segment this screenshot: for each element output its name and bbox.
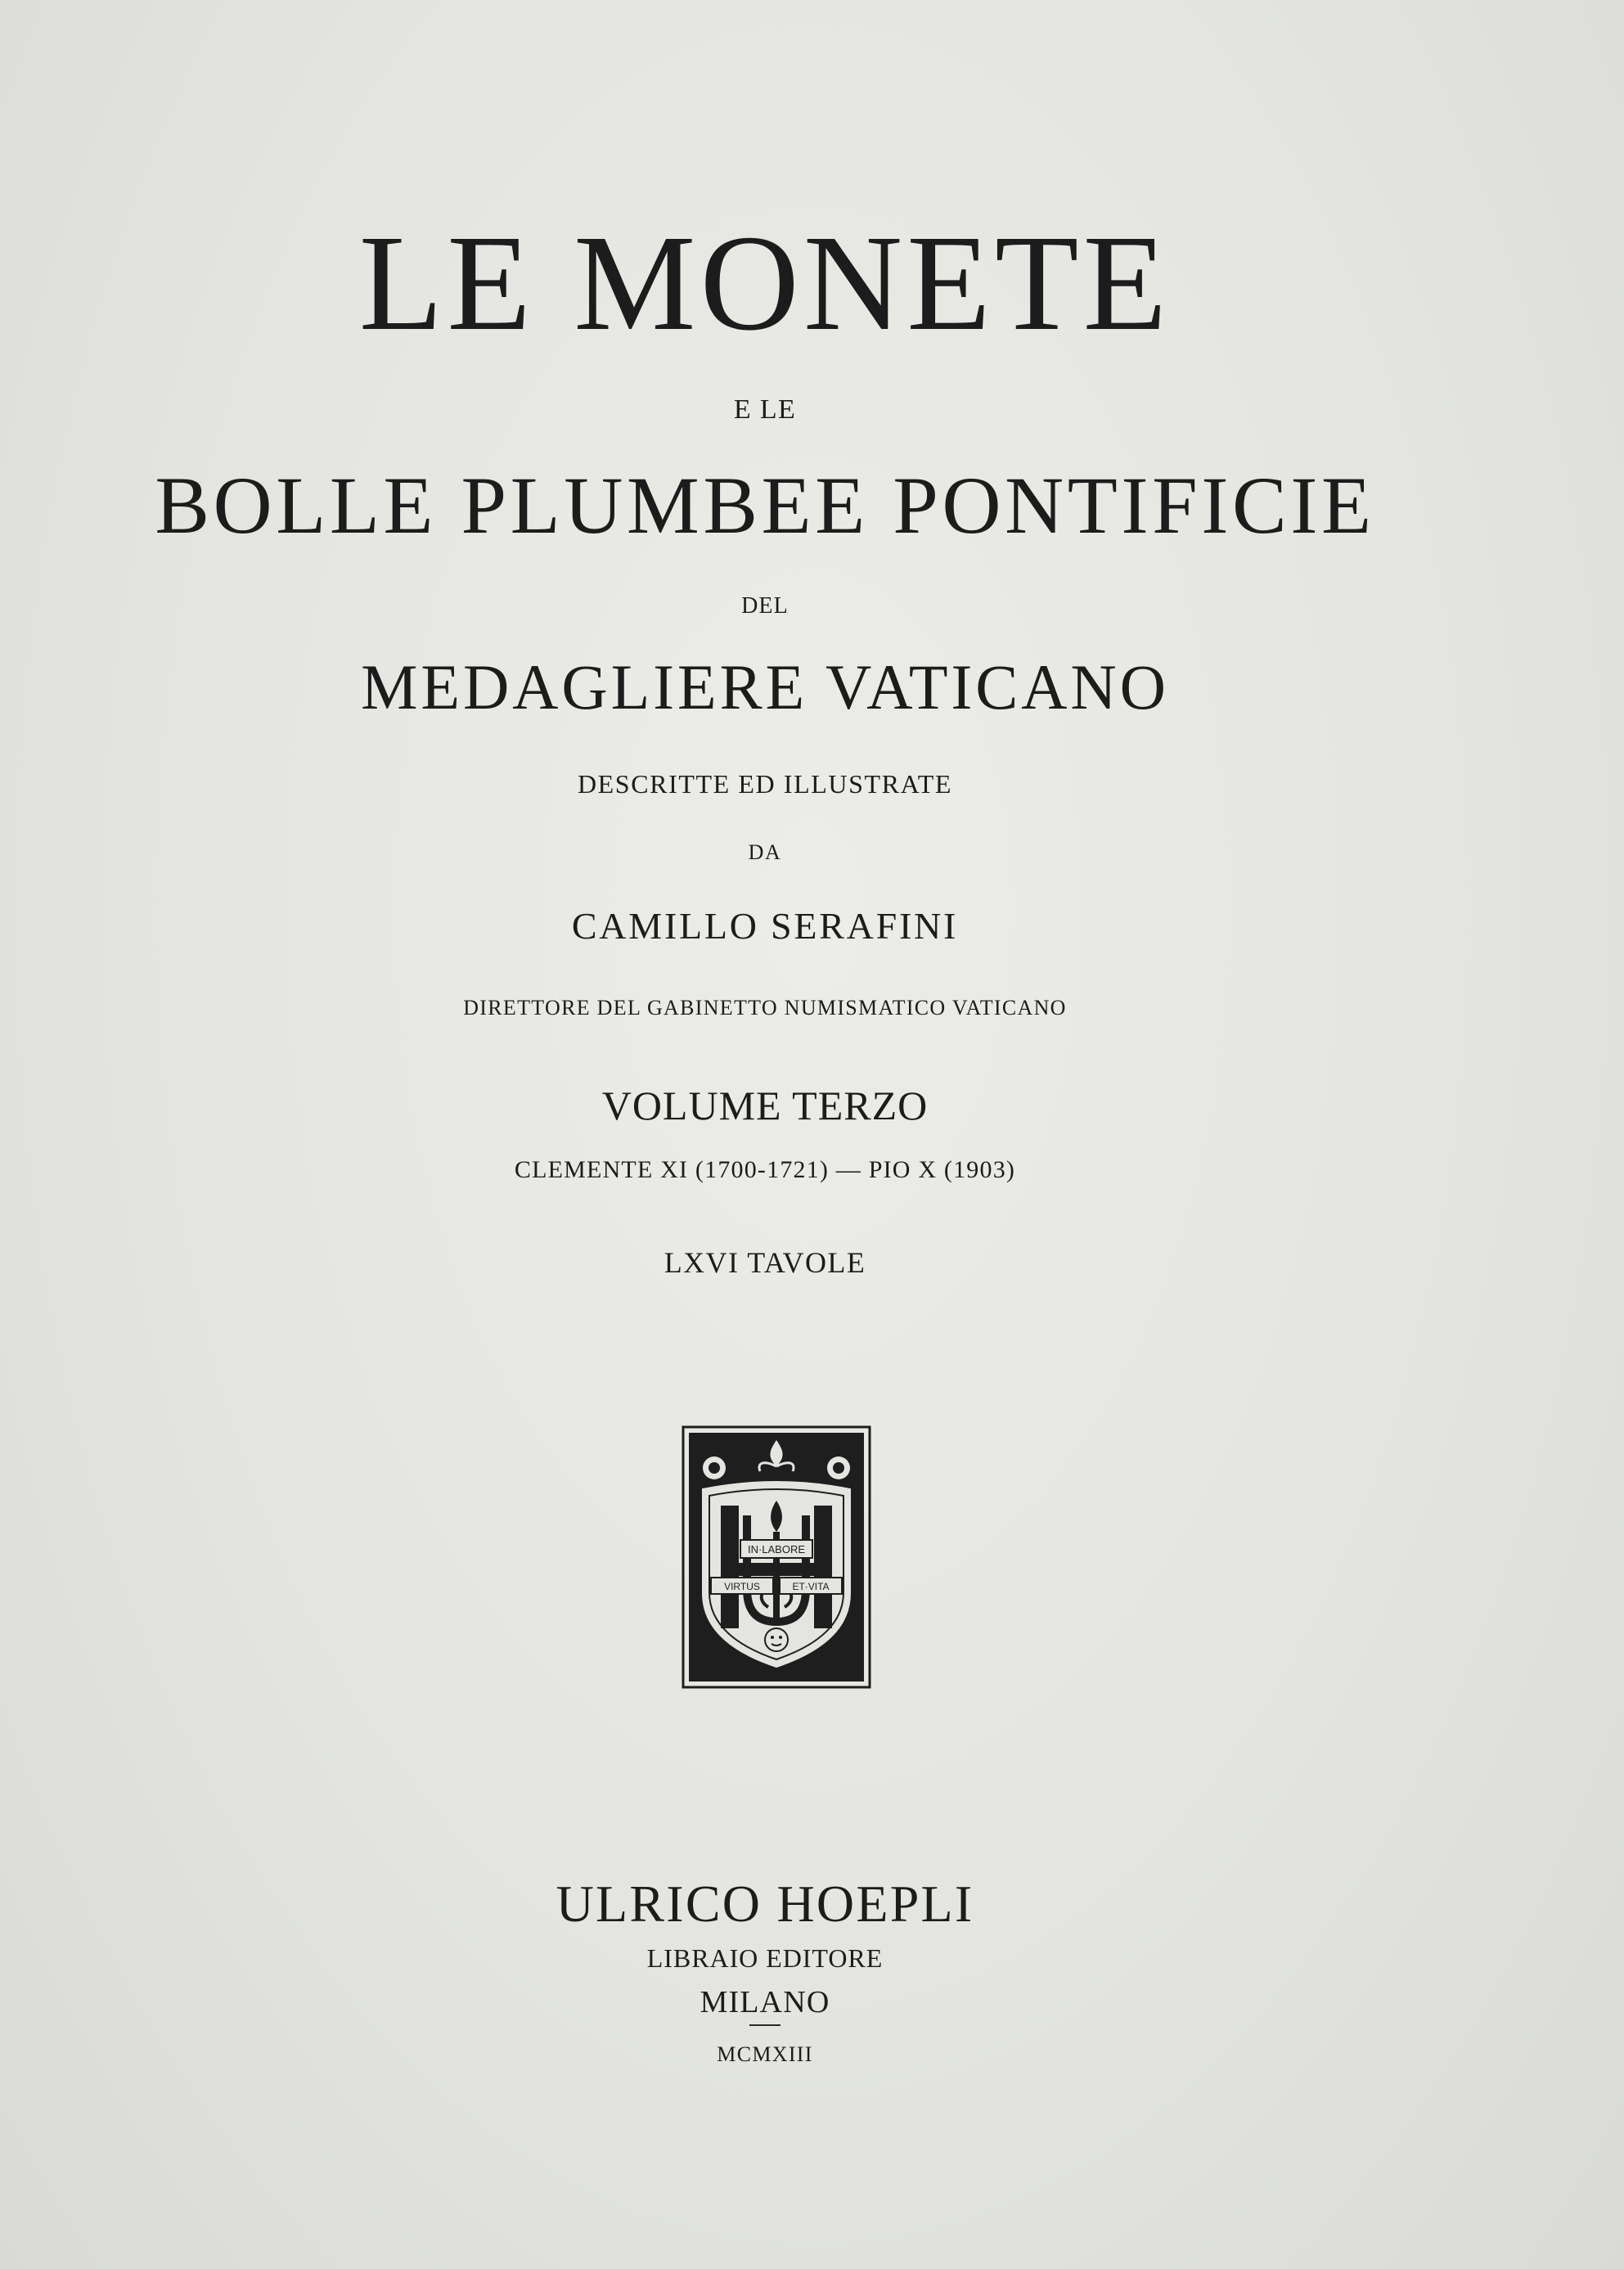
plates-count: LXVI TAVOLE bbox=[664, 1246, 866, 1279]
title-connector: E LE bbox=[733, 394, 797, 425]
publisher-name: ULRICO HOEPLI bbox=[556, 1875, 974, 1933]
main-title: LE MONETE bbox=[358, 207, 1172, 359]
author-by: DA bbox=[748, 840, 782, 864]
period-range: CLEMENTE XI (1700-1721) — PIO X (1903) bbox=[514, 1156, 1016, 1183]
publication-year: MCMXIII bbox=[717, 2042, 813, 2066]
author-role: DIRETTORE DEL GABINETTO NUMISMATICO VATICANO bbox=[463, 996, 1067, 1020]
printer-mark-logo bbox=[682, 1425, 871, 1689]
author-name: CAMILLO SERAFINI bbox=[571, 905, 959, 947]
volume-label: VOLUME TERZO bbox=[601, 1083, 929, 1128]
title-del: DEL bbox=[741, 593, 789, 619]
logo-motto-right: ET·VITA bbox=[792, 1581, 830, 1592]
description-line: DESCRITTE ED ILLUSTRATE bbox=[577, 769, 953, 799]
logo-motto-top: IN·LABORE bbox=[747, 1543, 806, 1555]
logo-motto-left: VIRTUS bbox=[724, 1581, 760, 1592]
publisher-role: LIBRAIO EDITORE bbox=[646, 1943, 884, 1973]
publication-city: MILANO bbox=[700, 1985, 830, 2019]
subtitle: BOLLE PLUMBEE PONTIFICIE bbox=[155, 460, 1375, 551]
collection-name: MEDAGLIERE VATICANO bbox=[361, 651, 1169, 723]
imprint-rule bbox=[749, 2024, 781, 2026]
